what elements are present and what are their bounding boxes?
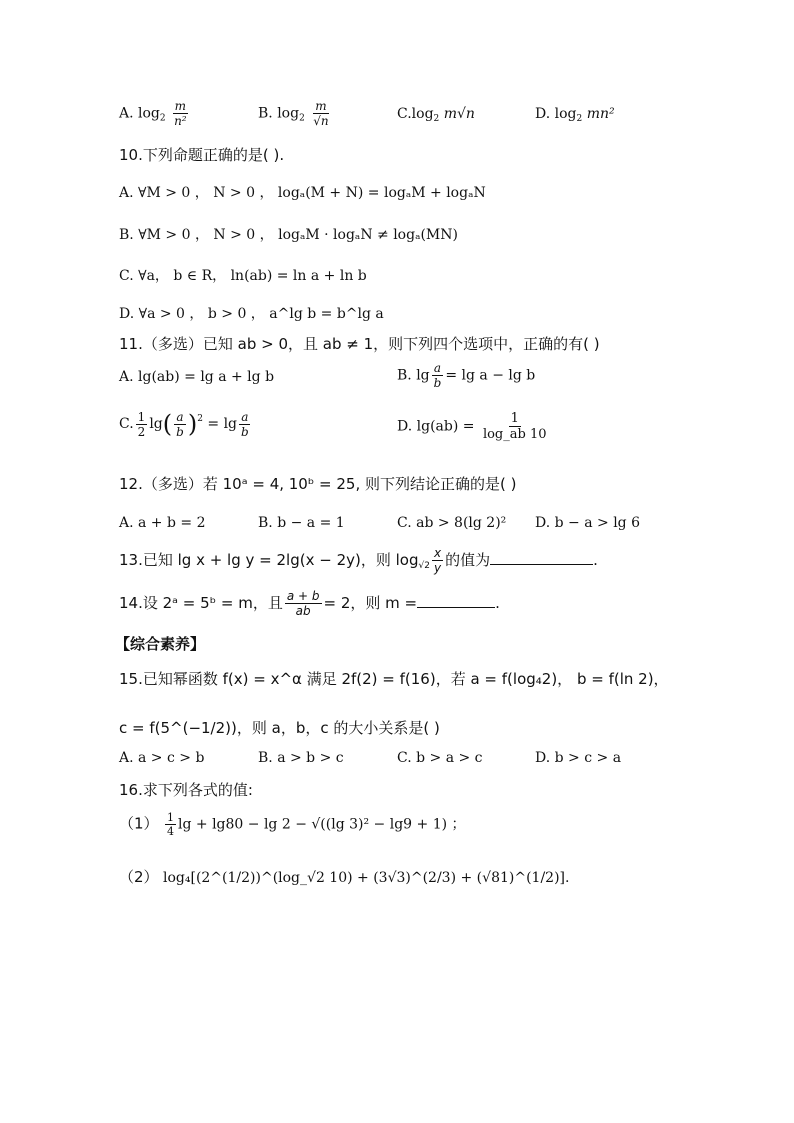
q15-option-b: B. a > b > c	[258, 750, 344, 766]
q15-line1: 15.已知幂函数 f(x) = x^α 满足 2f(2) = f(16)，若 a = f(log₄2)， b = f(ln 2)，	[119, 670, 669, 688]
q16-part2: （2） log₄[(2^(1/2))^(log_√2 10) + (3√3)^(2/3) + (√81)^(1/2)].	[119, 868, 570, 886]
q12-stem: 12.（多选）若 10ᵃ = 4, 10ᵇ = 25, 则下列结论正确的是( )	[119, 475, 517, 493]
q9-option-a: A. $\log_2$ $\frac{m}{\text{n²}}$	[119, 99, 187, 128]
q12-option-a: A. a + b = 2	[119, 515, 206, 531]
q12-option-b: B. b − a = 1	[258, 515, 345, 531]
q10-option-b: B. ∀M > 0 ， N > 0 ， logₐM · logₐN ≠ logₐ(MN)	[119, 227, 458, 243]
q9-option-b: B. $\log_2$ $\frac{m}{√n}$	[258, 99, 329, 128]
q11-option-c: C. $\frac{1}{2}$ lg( $\frac{a}{b}$ )$^2$ = lg $\frac{a}{b}$	[119, 409, 249, 439]
q12-option-c: C. ab > 8(lg 2)²	[397, 515, 507, 531]
q10-option-a: A. ∀M > 0 ， N > 0 ， logₐ(M + N) = logₐM + logₐN	[119, 185, 486, 201]
q11-option-b: B. lg $\frac{a}{b}$ = lg a − lg b	[397, 361, 536, 390]
q16-stem: 16.求下列各式的值:	[119, 781, 253, 799]
q9-option-c: $C.\log_2$ m√n	[397, 106, 475, 124]
q10-stem: 10.下列命题正确的是( ).	[119, 146, 285, 164]
q15-option-c: C. b > a > c	[397, 750, 483, 766]
q11-option-a: A. lg(ab) = lg a + lg b	[119, 369, 275, 385]
q10-option-c: C. ∀a， b ∈ R， ln(ab) = ln a + ln b	[119, 268, 367, 284]
q15-option-a: A. a > c > b	[119, 750, 205, 766]
section-title: 【综合素养】	[115, 635, 206, 653]
q11-option-d: D. lg(ab) = $\frac{1}{\log\_ab 10}$	[397, 411, 547, 442]
q10-option-d: D. ∀a > 0 ， b > 0 ， a^lg b = b^lg a	[119, 306, 384, 322]
q16-part1: （1） $\frac{1}{4}$ lg + lg80 − lg 2 − √((lg 3)² − lg9 + 1) ；	[119, 811, 466, 838]
q15-option-d: D. b > c > a	[535, 750, 622, 766]
q14-line: 14.设 2ᵃ = 5ᵇ = m，且 $\frac{a + b}{ab}$ = 2，则 m = .	[119, 589, 500, 618]
q13-line: 13.已知 lg x + lg y = 2lg(x − 2y)，则 $\log_{√2}$ $\frac{x}{y}$ 的值为 .	[119, 546, 598, 575]
q15-line2: c = f(5^(−1/2))，则 a，b，c 的大小关系是( )	[119, 719, 440, 737]
q12-option-d: D. b − a > lg 6	[535, 515, 640, 531]
q9-option-d: D. $\log_2 mn^2$	[535, 106, 615, 124]
q11-stem: 11.（多选）已知 ab > 0，且 ab ≠ 1，则下列四个选项中，正确的有( )	[119, 335, 600, 353]
